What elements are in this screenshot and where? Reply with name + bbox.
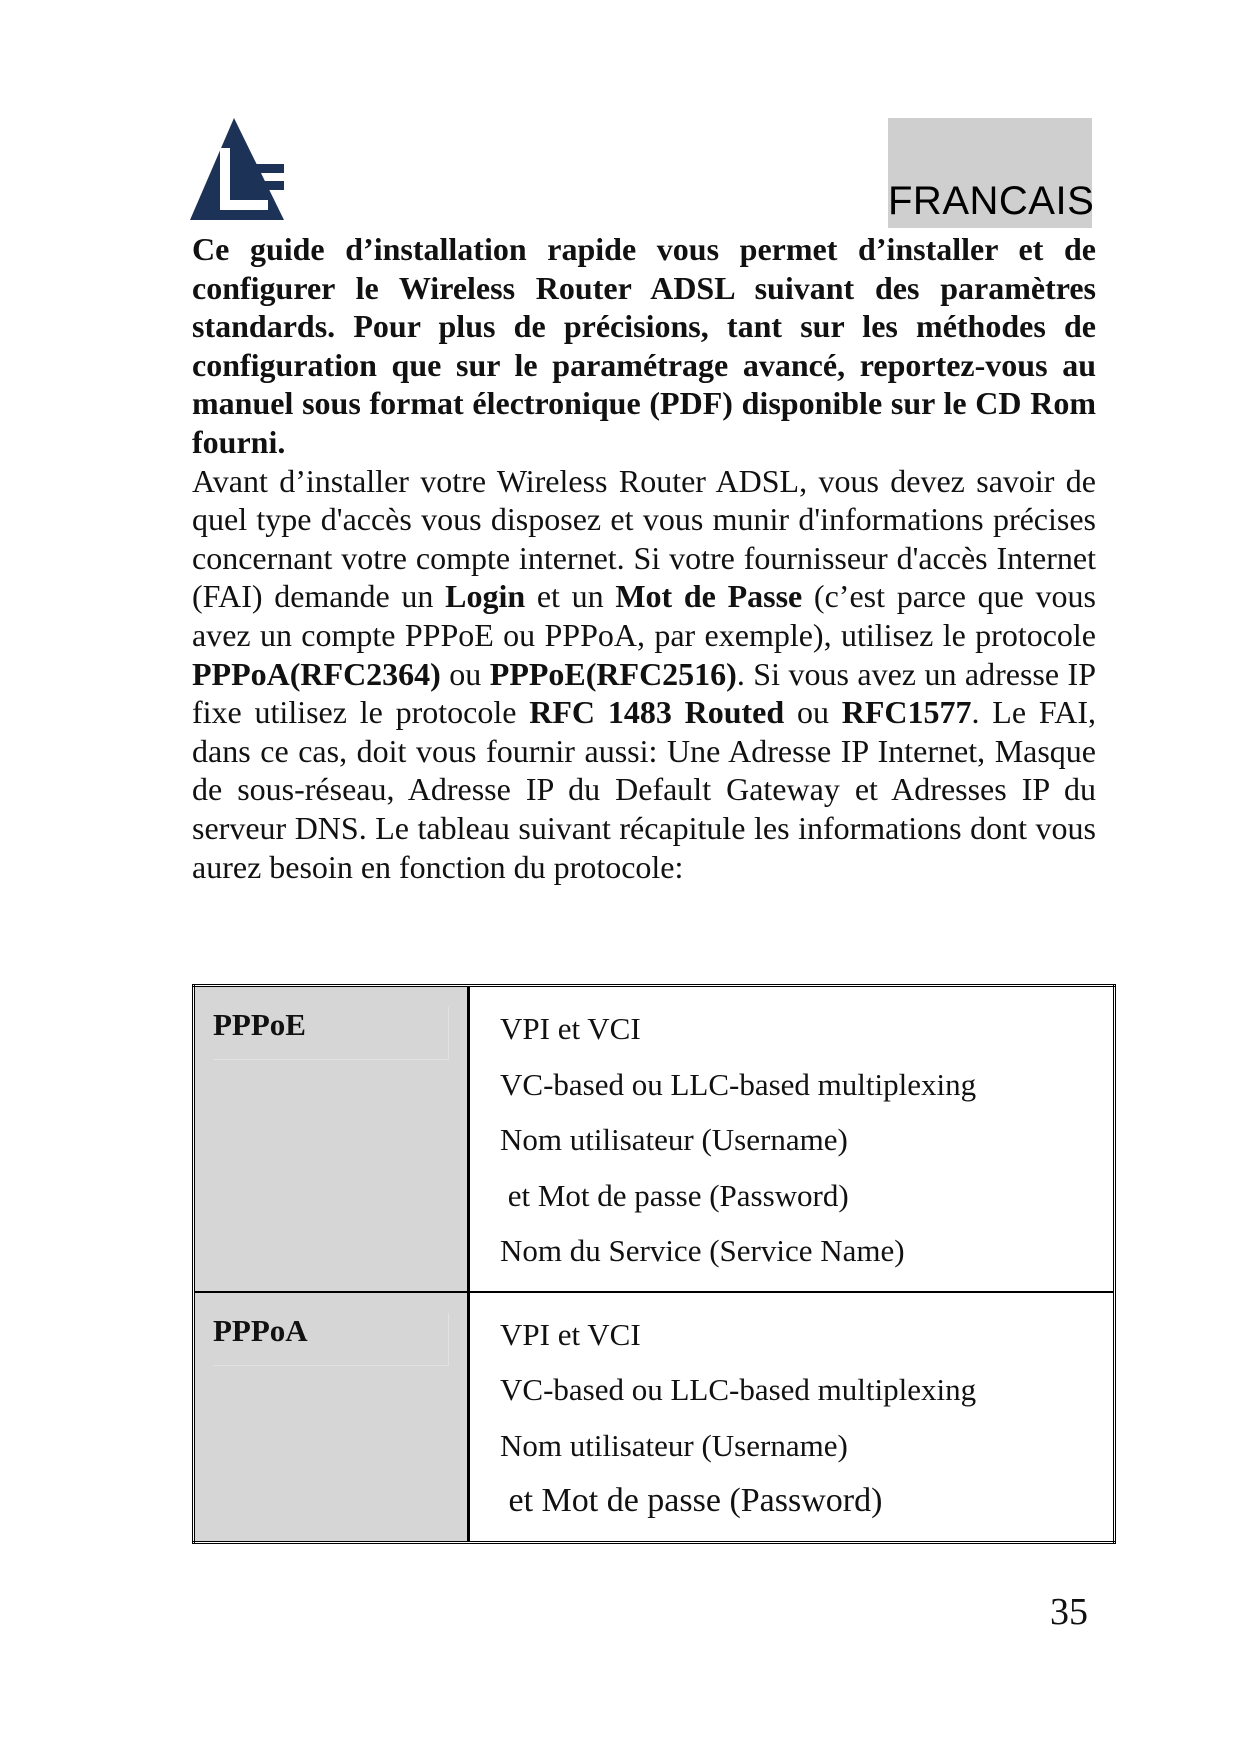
- info-cell: [469, 986, 1115, 1292]
- language-header-box: [888, 118, 1095, 228]
- protocol-requirements-table: [192, 984, 1116, 1544]
- protocol-cell: [194, 986, 469, 1292]
- atlantis-a-logo-icon: [190, 118, 284, 220]
- info-item: et Mot de passe (Password): [500, 1482, 883, 1519]
- rfc1577-term: RFC1577: [841, 694, 972, 731]
- info-item: et Mot de passe (Password): [500, 1177, 849, 1213]
- intro-paragraph: Ce guide d’installation rapide vous permet d’installer et de configurer le Wireless Router ADSL suivant des paramètres standards. Pour plus de précisions, tant sur les méthodes de configuration que sur le paramétrage avancé, reportez-vous au manuel sous format électronique (PDF) disponible sur le CD Rom fourni.: [192, 231, 1096, 460]
- protocol-paragraph: [192, 462, 1096, 887]
- language-label: FRANCAIS: [888, 179, 1095, 223]
- rfc1483-term: RFC 1483 Routed: [529, 694, 785, 731]
- info-item: VPI et VCI: [500, 1011, 641, 1046]
- text-run: ou: [440, 655, 490, 692]
- info-item: Nom du Service (Service Name): [500, 1233, 905, 1268]
- protocol-name: PPPoE: [213, 1007, 449, 1060]
- info-item: VC-based ou LLC-based multiplexing: [500, 1372, 977, 1407]
- login-term: Login: [445, 578, 526, 615]
- password-term: Mot de Passe: [615, 578, 803, 615]
- info-item: VC-based ou LLC-based multiplexing: [500, 1066, 977, 1102]
- protocol-name: PPPoA: [213, 1313, 449, 1366]
- text-run: . Le FAI, dans ce cas, doit vous fournir aussi: Une Adresse IP Internet, Masque de sous-réseau, Adresse IP du Default Gateway et Adresses IP du serveur DNS. Le tableau suivant récapitule les informations dont vous aurez besoin en fonction du protocole:: [192, 694, 1097, 885]
- page-number: 35: [1050, 1591, 1088, 1633]
- text-run: ou: [784, 694, 842, 731]
- text-run: Avant d’installer votre Wireless Router ADSL, vous devez savoir de quel type d'accès vous disposez et vous munir d'informations précises concernant votre compte internet. Si votre fournisseur d'accès Internet (FAI) demande un: [192, 462, 1096, 615]
- table-row-pppoa: [194, 1292, 1115, 1543]
- text-run: et un: [525, 578, 616, 615]
- info-item: VPI et VCI: [500, 1316, 641, 1352]
- body-text: [192, 230, 1096, 886]
- table-row-pppoe: [194, 986, 1115, 1292]
- info-item: Nom utilisateur (Username): [500, 1122, 848, 1157]
- text-run: (c’est parce que vous avez un compte PPPoE ou PPPoA, par exemple), utilisez le protocole: [192, 578, 1097, 653]
- info-item: Nom utilisateur (Username): [500, 1427, 848, 1463]
- pppoe-term: PPPoE(RFC2516): [489, 655, 737, 692]
- protocol-cell: [194, 1292, 469, 1543]
- pppoa-term: PPPoA(RFC2364): [192, 655, 441, 692]
- info-cell: [469, 1292, 1115, 1543]
- text-run: . Si vous avez un adresse IP fixe utilisez le protocole: [192, 655, 1097, 731]
